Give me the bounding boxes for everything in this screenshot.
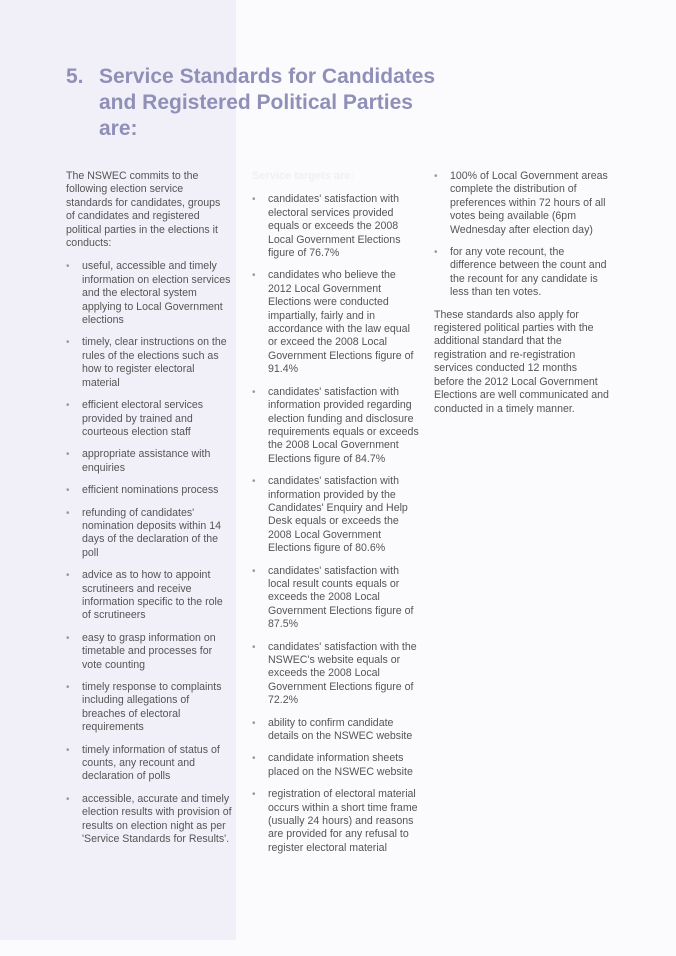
list-item: • candidates' satisfaction with the NSWEC's website equals or exceeds the 2008 Local Government Elections figure of 72.2% bbox=[252, 640, 417, 707]
bullet-icon: • bbox=[66, 744, 70, 756]
bullet-icon: • bbox=[252, 717, 256, 729]
list-item: • timely, clear instructions on the rules of the elections such as how to register electoral material bbox=[66, 336, 227, 389]
commitments-intro: The NSWEC commits to the following election service standards for candidates, groups of candidates and registered political parties in the elections it conducts: bbox=[66, 170, 221, 250]
list-item: • candidates' satisfaction with electoral services provided equals or exceeds the 2008 Local Government Elections figure of 76.7% bbox=[252, 193, 401, 260]
list-item: • candidates who believe the 2012 Local Government Elections were conducted impartially, fairly and in accordance with the law equal or exceed the 2008 Local Government Elections figure of 91.4% bbox=[252, 269, 414, 376]
list-item: • refunding of candidates' nomination deposits within 14 days of the declaration of the poll bbox=[66, 506, 221, 559]
list-item: • efficient nominations process bbox=[66, 484, 219, 497]
column-additional-targets bbox=[434, 170, 610, 426]
bullet-icon: • bbox=[252, 194, 256, 206]
bullet-icon: • bbox=[66, 261, 70, 273]
list-item: • timely information of status of counts, any recount and declaration of polls bbox=[66, 743, 220, 783]
bullet-icon: • bbox=[66, 507, 70, 519]
list-item: • candidates' satisfaction with local result counts equals or exceeds the 2008 Local Government Elections figure of 87.5% bbox=[252, 564, 414, 631]
bullet-icon: • bbox=[434, 171, 438, 182]
bullet-icon: • bbox=[66, 632, 70, 644]
list-item: • candidate information sheets placed on the NSWEC website bbox=[252, 752, 413, 778]
bullet-icon: • bbox=[66, 682, 70, 693]
bullet-icon: • bbox=[66, 485, 70, 497]
list-item: • useful, accessible and timely information on election services and the electoral system applying to Local Government elections bbox=[66, 260, 231, 327]
list-item: • for any vote recount, the difference between the count and the recount for any candidate is less than ten votes. bbox=[434, 246, 607, 299]
bullet-icon: • bbox=[252, 565, 256, 577]
bullet-icon: • bbox=[66, 793, 70, 805]
bullet-icon: • bbox=[252, 789, 256, 801]
list-item: • advice as to how to appoint scrutineers and receive information specific to the role of scrutineers bbox=[66, 569, 223, 622]
section-number: 5. bbox=[66, 65, 84, 88]
column-service-targets bbox=[252, 170, 422, 864]
list-item: • ability to confirm candidate details on the NSWEC website bbox=[252, 716, 413, 743]
bullet-icon: • bbox=[252, 270, 256, 282]
section-title-line1: Service Standards for Candidates bbox=[99, 65, 436, 88]
list-item: • registration of electoral material occurs within a short time frame (usually 24 hours) and reasons are provided for any refusal to register electoral material bbox=[252, 788, 418, 854]
bullet-icon: • bbox=[66, 337, 70, 349]
list-item: • 100% of Local Government areas complete the distribution of preferences within 72 hours of all votes being available (6pm Wednesday after election day) bbox=[434, 170, 608, 236]
section-title-line2: and Registered Political Parties are: bbox=[99, 91, 413, 140]
list-item: • easy to grasp information on timetable and processes for vote counting bbox=[66, 631, 216, 671]
service-targets-list bbox=[252, 193, 422, 855]
list-item: • timely response to complaints including allegations of breaches of electoral requirements bbox=[66, 681, 222, 734]
list-item: • candidates' satisfaction with information provided regarding election funding and disclosure requirements equals or exceeds the 2008 Local Government Elections figure of 84.7% bbox=[252, 385, 419, 465]
bullet-icon: • bbox=[66, 449, 70, 461]
commitments-list bbox=[66, 260, 232, 846]
list-item: • candidates' satisfaction with information provided by the Candidates' Enquiry and Help Desk equals or exceeds the 2008 Local Government Elections figure of 80.6% bbox=[252, 475, 408, 555]
additional-targets-list bbox=[434, 170, 610, 300]
bullet-icon: • bbox=[252, 641, 256, 653]
bullet-icon: • bbox=[252, 753, 256, 765]
column-commitments bbox=[66, 170, 232, 855]
bullet-icon: • bbox=[66, 400, 70, 412]
bullet-icon: • bbox=[252, 386, 256, 398]
bullet-icon: • bbox=[66, 570, 70, 582]
list-item: • accessible, accurate and timely election results with provision of results on election night as per 'Service Standards for Results'. bbox=[66, 792, 232, 846]
bullet-icon: • bbox=[434, 247, 438, 259]
service-targets-heading: Service targets are: bbox=[252, 170, 355, 182]
section-title bbox=[66, 64, 446, 142]
bullet-icon: • bbox=[252, 476, 256, 488]
list-item: • appropriate assistance with enquiries bbox=[66, 448, 211, 474]
list-item: • efficient electoral services provided by trained and courteous election staff bbox=[66, 399, 204, 438]
closing-paragraph: These standards also apply for registered political parties with the additional standard that the registration and re-registration services conducted 12 months before the 2012 Local Government Elections are well communicated and conducted in a timely manner. bbox=[434, 308, 609, 415]
